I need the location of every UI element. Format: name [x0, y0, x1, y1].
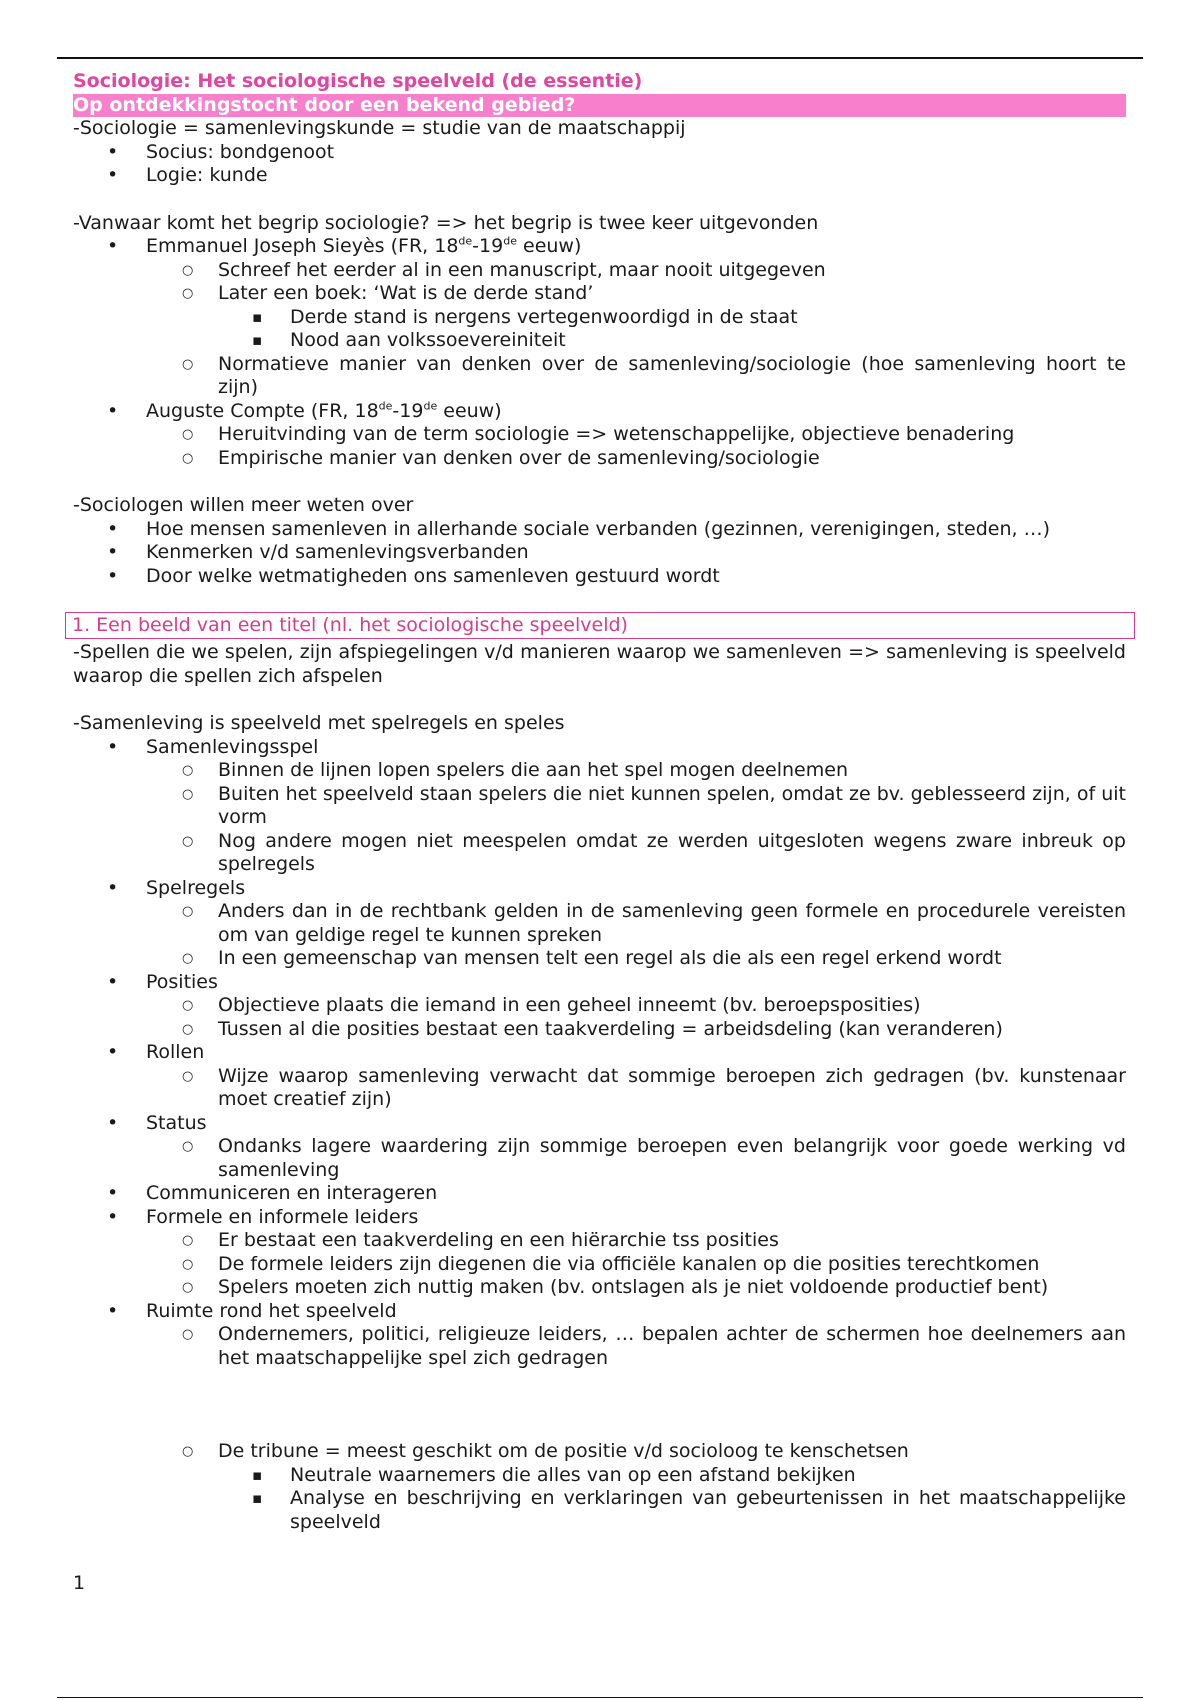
list-item: ○ Tussen al die posities bestaat een taakverdeling = arbeidsdeling (kan veranderen) — [146, 1018, 1126, 1042]
list-item: • Socius: bondgenoot — [73, 141, 1126, 165]
list-item: ○ Ondernemers, politici, religieuze leiders, … bepalen achter de schermen hoe deelnemers aan het maatschappelijke spel zich gedragen — [146, 1323, 1126, 1370]
list-item: ○ De formele leiders zijn diegenen die via officiële kanalen op die posities terechtkomen — [146, 1253, 1126, 1277]
sociologists-intro: -Sociologen willen meer weten over — [73, 494, 414, 516]
list-item: • Kenmerken v/d samenlevingsverbanden — [73, 541, 1126, 565]
list-item: • Rollen ○ Wijze waarop samenleving verwacht dat sommige beroepen zich gedragen (bv. kunstenaar moet creatief zijn) — [73, 1041, 1126, 1112]
list-item: ○ In een gemeenschap van mensen telt een regel als die als een regel erkend wordt — [146, 947, 1126, 971]
list-item: ○ Schreef het eerder al in een manuscript, maar nooit uitgegeven — [146, 259, 1126, 283]
intro-list — [73, 141, 1126, 188]
origin-question: -Vanwaar komt het begrip sociologie? => het begrip is twee keer uitgevonden — [73, 211, 819, 234]
list-item: • Ruimte rond het speelveld ○ Ondernemers, politici, religieuze leiders, … bepalen achter de schermen hoe deelnemers aan het maatschappelijke spel zich gedragen ○ De tribune = meest geschikt om de positie v/d socioloog te kenschetsen ▪ Neutrale waarnemers die alles van op een afstand bekijken ▪ Analyse en beschrijving en verklaringen van gebeurtenissen in het maatschappelijke speelveld — [73, 1300, 1126, 1535]
list-item: ○ Nog andere mogen niet meespelen omdat ze werden uitgesloten wegens zware inbreuk op spelregels — [146, 830, 1126, 877]
list-item: • Logie: kunde — [73, 164, 1126, 188]
list-item: • Hoe mensen samenleven in allerhande sociale verbanden (gezinnen, verenigingen, steden, …) — [73, 518, 1126, 542]
list-item: • Communiceren en interageren — [73, 1182, 1126, 1206]
origin-list — [73, 235, 1126, 470]
section-heading: 1. Een beeld van een titel (nl. het sociologische speelveld) — [65, 612, 1135, 639]
list-item: • Door welke wetmatigheden ons samenleven gestuurd wordt — [73, 565, 1126, 589]
definition-line: -Sociologie = samenlevingskunde = studie van de maatschappij — [73, 117, 686, 139]
list-item: ▪ Derde stand is nergens vertegenwoordigd in de staat — [218, 306, 1126, 330]
page-number: 1 — [73, 1572, 86, 1594]
list-item: ○ Objectieve plaats die iemand in een geheel inneemt (bv. beroepsposities) — [146, 994, 1126, 1018]
section-paragraph: -Samenleving is speelveld met spelregels en speles — [73, 712, 565, 734]
list-item: ▪ Neutrale waarnemers die alles van op een afstand bekijken — [218, 1464, 1126, 1488]
list-item: ○ Ondanks lagere waardering zijn sommige beroepen even belangrijk voor goede werking vd samenleving — [146, 1135, 1126, 1182]
top-rule — [57, 57, 1143, 59]
list-item: • Posities ○ Objectieve plaats die iemand in een geheel inneemt (bv. beroepsposities) ○ Tussen al die posities bestaat een taakverdeling = arbeidsdeling (kan veranderen) — [73, 971, 1126, 1042]
list-item: ○ Spelers moeten zich nuttig maken (bv. ontslagen als je niet voldoende productief bent) — [146, 1276, 1126, 1300]
list-item-sieyes: • Emmanuel Joseph Sieyès (FR, 18de-19de eeuw) ○ Schreef het eerder al in een manuscript, maar nooit uitgegeven ○ Later een boek: ‘Wat is de derde stand’ ▪ Derde stand is nergens vertegenwoordigd in de staat ▪ Nood aan volkssoevereiniteit ○ Normatieve manier van denken over de samenleving/sociologie (hoe samenleving hoort te zijn) — [73, 235, 1126, 400]
list-item: ○ De tribune = meest geschikt om de positie v/d socioloog te kenschetsen ▪ Neutrale waarnemers die alles van op een afstand bekijken ▪ Analyse en beschrijving en verklaringen van gebeurtenissen in het maatschappelijke speelveld — [146, 1440, 1126, 1534]
list-item: ▪ Analyse en beschrijving en verklaringen van gebeurtenissen in het maatschappelijke speelveld — [218, 1487, 1126, 1534]
document-title: Sociologie: Het sociologische speelveld (de essentie) — [73, 70, 643, 92]
document-page — [73, 70, 1126, 1534]
list-item: • Spelregels ○ Anders dan in de rechtbank gelden in de samenleving geen formele en procedurele vereisten om van geldige regel te kunnen spreken ○ In een gemeenschap van mensen telt een regel als die als een regel erkend wordt — [73, 877, 1126, 971]
section-paragraph: -Spellen die we spelen, zijn afspiegelingen v/d manieren waarop we samenleven => samenleving is speelveld waarop die spellen zich afspelen — [73, 641, 1126, 687]
list-item: ○ Buiten het speelveld staan spelers die niet kunnen spelen, omdat ze bv. geblesseerd zijn, of uit vorm — [146, 783, 1126, 830]
list-item: • Status ○ Ondanks lagere waardering zijn sommige beroepen even belangrijk voor goede werking vd samenleving — [73, 1112, 1126, 1183]
list-item: ○ Normatieve manier van denken over de samenleving/sociologie (hoe samenleving hoort te zijn) — [146, 353, 1126, 400]
bottom-rule — [57, 1697, 1143, 1698]
list-item: ○ Binnen de lijnen lopen spelers die aan het spel mogen deelnemen — [146, 759, 1126, 783]
list-item: ○ Later een boek: ‘Wat is de derde stand’ ▪ Derde stand is nergens vertegenwoordigd in de staat ▪ Nood aan volkssoevereiniteit — [146, 282, 1126, 353]
document-subtitle: Op ontdekkingstocht door een bekend gebied? — [73, 94, 1126, 118]
list-item: • Samenlevingsspel ○ Binnen de lijnen lopen spelers die aan het spel mogen deelnemen ○ Buiten het speelveld staan spelers die niet kunnen spelen, omdat ze bv. geblesseerd zijn, of uit vorm ○ Nog andere mogen niet meespelen omdat ze werden uitgesloten wegens zware inbreuk op spelregels — [73, 736, 1126, 877]
list-item: ○ Heruitvinding van de term sociologie => wetenschappelijke, objectieve benadering — [146, 423, 1126, 447]
speelveld-list — [73, 736, 1126, 1535]
sociologists-list — [73, 518, 1126, 589]
list-item: ○ Er bestaat een taakverdeling en een hiërarchie tss posities — [146, 1229, 1126, 1253]
list-item-compte: • Auguste Compte (FR, 18de-19de eeuw) ○ Heruitvinding van de term sociologie => wetenschappelijke, objectieve benadering ○ Empirische manier van denken over de samenleving/sociologie — [73, 400, 1126, 471]
list-item: • Formele en informele leiders ○ Er bestaat een taakverdeling en een hiërarchie tss posities ○ De formele leiders zijn diegenen die via officiële kanalen op die posities terechtkomen ○ Spelers moeten zich nuttig maken (bv. ontslagen als je niet voldoende productief bent) — [73, 1206, 1126, 1300]
list-item: ○ Anders dan in de rechtbank gelden in de samenleving geen formele en procedurele vereisten om van geldige regel te kunnen spreken — [146, 900, 1126, 947]
list-item: ○ Wijze waarop samenleving verwacht dat sommige beroepen zich gedragen (bv. kunstenaar moet creatief zijn) — [146, 1065, 1126, 1112]
list-item: ○ Empirische manier van denken over de samenleving/sociologie — [146, 447, 1126, 471]
list-item: ▪ Nood aan volkssoevereiniteit — [218, 329, 1126, 353]
